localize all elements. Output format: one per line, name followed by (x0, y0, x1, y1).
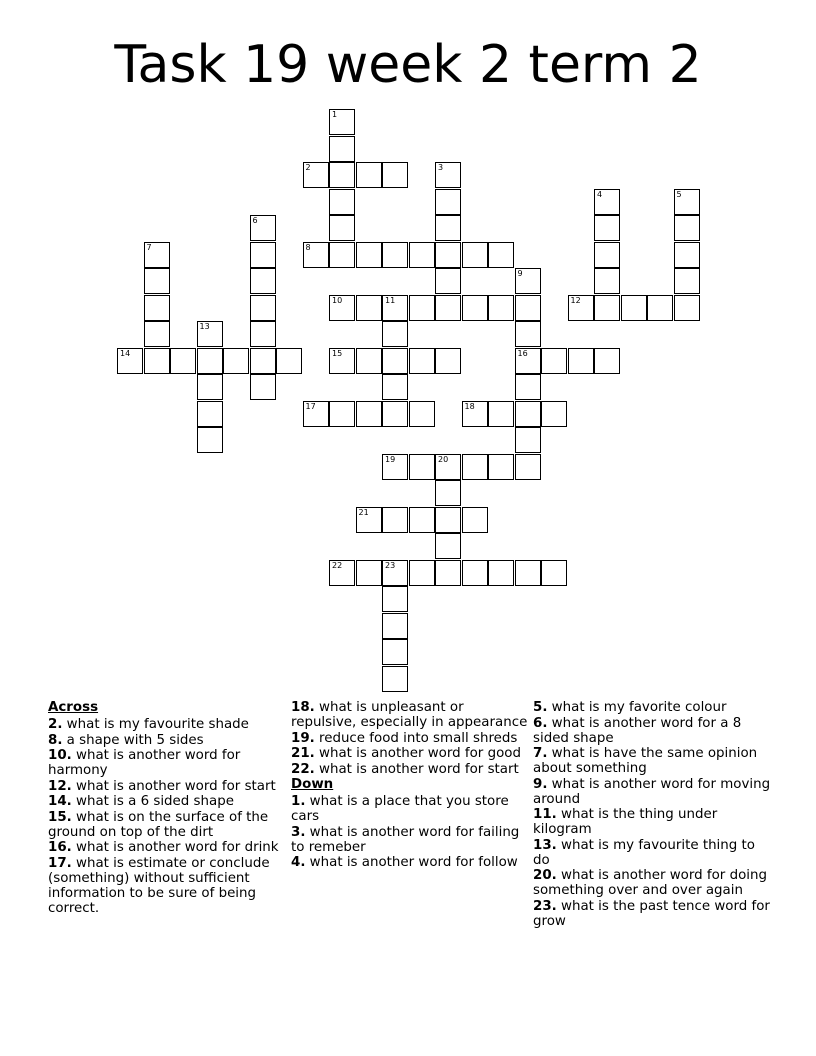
cell-number: 22 (332, 560, 343, 570)
grid-cell[interactable] (515, 348, 541, 374)
cell-number: 19 (385, 454, 396, 464)
grid-cell[interactable] (488, 560, 514, 586)
grid-cell[interactable] (621, 295, 647, 321)
grid-cell[interactable] (674, 189, 700, 215)
grid-cell[interactable] (435, 507, 461, 533)
grid-cell[interactable] (515, 321, 541, 347)
across-clue (48, 748, 288, 778)
down-clue (533, 838, 773, 868)
across-clue (48, 733, 288, 748)
across-clue (48, 840, 288, 855)
grid-cell[interactable] (197, 348, 223, 374)
grid-cell[interactable] (356, 348, 382, 374)
clue-text: what is another word for start (319, 761, 519, 777)
cell-number: 12 (570, 295, 581, 305)
cell-number: 11 (385, 295, 396, 305)
grid-cell[interactable] (488, 401, 514, 427)
grid-cell[interactable] (409, 348, 435, 374)
grid-cell[interactable] (488, 454, 514, 480)
clue-text: what is another word for start (76, 778, 276, 794)
grid-cell[interactable] (356, 507, 382, 533)
grid-cell[interactable] (356, 401, 382, 427)
down-clue (291, 794, 531, 824)
across-clue (48, 717, 288, 732)
grid-cell[interactable] (568, 348, 594, 374)
down-clue (533, 807, 773, 837)
clue-text: what is my favorite colour (551, 700, 727, 715)
grid-cell[interactable] (144, 348, 170, 374)
grid-cell[interactable] (515, 268, 541, 294)
grid-cell[interactable] (329, 162, 355, 188)
clue-number: 21. (291, 746, 315, 761)
across-clue (48, 856, 288, 916)
clue-column-1 (48, 700, 288, 916)
grid-cell[interactable] (329, 348, 355, 374)
clue-text: what is another word for doing something over and over again (533, 868, 767, 898)
grid-cell[interactable] (223, 348, 249, 374)
clue-number: 15. (48, 809, 72, 825)
grid-cell[interactable] (435, 162, 461, 188)
clue-number: 8. (48, 732, 63, 748)
clue-number: 10. (48, 748, 72, 763)
grid-cell[interactable] (382, 639, 408, 665)
grid-cell[interactable] (329, 215, 355, 241)
cell-number: 15 (332, 348, 343, 358)
grid-cell[interactable] (144, 295, 170, 321)
clue-text: what is have the same opinion about something (533, 746, 758, 776)
grid-cell[interactable] (462, 242, 488, 268)
grid-cell[interactable] (594, 295, 620, 321)
clue-text: what is another word for harmony (48, 748, 241, 778)
clue-number: 3. (291, 824, 306, 840)
across-clue (291, 731, 531, 746)
across-clue (291, 746, 531, 761)
grid-cell[interactable] (515, 427, 541, 453)
clue-number: 13. (533, 837, 557, 853)
grid-cell[interactable] (462, 560, 488, 586)
down-clue (291, 825, 531, 855)
cell-number: 20 (438, 454, 449, 464)
grid-cell[interactable] (435, 189, 461, 215)
grid-cell[interactable] (488, 295, 514, 321)
clue-number: 6. (533, 715, 548, 731)
across-clue (48, 810, 288, 840)
grid-cell[interactable] (515, 401, 541, 427)
clue-number: 4. (291, 855, 306, 870)
grid-cell[interactable] (647, 295, 673, 321)
clue-number: 14. (48, 794, 72, 809)
grid-cell[interactable] (382, 162, 408, 188)
cell-number: 21 (358, 507, 369, 517)
grid-cell[interactable] (250, 242, 276, 268)
clue-text: what is another word for drink (76, 840, 279, 855)
grid-cell[interactable] (409, 507, 435, 533)
grid-cell[interactable] (382, 401, 408, 427)
grid-cell[interactable] (382, 295, 408, 321)
grid-cell[interactable] (594, 268, 620, 294)
grid-cell[interactable] (515, 454, 541, 480)
clue-number: 9. (533, 776, 548, 792)
cell-number: 4 (597, 189, 603, 199)
grid-cell[interactable] (382, 586, 408, 612)
grid-cell[interactable] (515, 374, 541, 400)
clue-text: what is my favourite thing to do (533, 837, 755, 868)
clue-number: 12. (48, 778, 72, 794)
across-clue (48, 779, 288, 794)
clue-column-3 (533, 700, 773, 929)
cell-number: 17 (305, 401, 316, 411)
grid-cell[interactable] (276, 348, 302, 374)
grid-cell[interactable] (435, 348, 461, 374)
grid-cell[interactable] (435, 560, 461, 586)
clue-text: what is the past tence word for grow (533, 898, 770, 929)
grid-cell[interactable] (197, 374, 223, 400)
clue-text: what is another word for moving around (533, 776, 771, 807)
grid-cell[interactable] (515, 295, 541, 321)
clue-text: what is another word for a 8 sided shape (533, 715, 742, 746)
down-clue (533, 716, 773, 746)
grid-cell[interactable] (594, 242, 620, 268)
clue-column-2 (291, 700, 531, 871)
clue-number: 1. (291, 794, 306, 809)
grid-cell[interactable] (515, 560, 541, 586)
grid-cell[interactable] (568, 295, 594, 321)
grid-cell[interactable] (329, 136, 355, 162)
cell-number: 1 (332, 110, 338, 119)
grid-cell[interactable] (329, 401, 355, 427)
clue-text: what is another word for follow (309, 855, 518, 870)
grid-cell[interactable] (144, 268, 170, 294)
clue-number: 20. (533, 868, 557, 883)
clue-text: what is another word for good (319, 746, 521, 761)
clue-text: what is a 6 sided shape (76, 794, 234, 809)
grid-cell[interactable] (382, 613, 408, 639)
grid-cell[interactable] (409, 401, 435, 427)
grid-cell[interactable] (303, 162, 329, 188)
grid-cell[interactable] (382, 242, 408, 268)
cell-number: 13 (199, 322, 210, 331)
grid-cell[interactable] (303, 401, 329, 427)
clue-text: what is the thing under kilogram (533, 807, 718, 837)
grid-cell[interactable] (409, 295, 435, 321)
grid-cell[interactable] (250, 295, 276, 321)
across-heading: Across (48, 700, 99, 715)
grid-cell[interactable] (250, 374, 276, 400)
grid-cell[interactable] (356, 295, 382, 321)
grid-cell[interactable] (594, 348, 620, 374)
grid-cell[interactable] (356, 162, 382, 188)
grid-cell[interactable] (409, 560, 435, 586)
clue-text: what is my favourite shade (66, 717, 249, 732)
clue-number: 16. (48, 840, 72, 855)
cell-number: 8 (305, 242, 311, 252)
grid-cell[interactable] (303, 242, 329, 268)
grid-cell[interactable] (250, 268, 276, 294)
grid-cell[interactable] (197, 321, 223, 347)
grid-cell[interactable] (674, 295, 700, 321)
grid-cell[interactable] (674, 215, 700, 241)
grid-cell[interactable] (674, 268, 700, 294)
grid-cell[interactable] (382, 348, 408, 374)
clue-text: what is another word for failing to remeber (291, 824, 520, 855)
cell-number: 9 (517, 269, 523, 278)
cell-number: 7 (146, 242, 152, 252)
grid-cell[interactable] (541, 560, 567, 586)
grid-cell[interactable] (435, 454, 461, 480)
grid-cell[interactable] (435, 533, 461, 559)
across-clue (48, 794, 288, 809)
clue-number: 2. (48, 717, 63, 732)
grid-cell[interactable] (462, 507, 488, 533)
cell-number: 5 (676, 189, 682, 199)
cell-number: 2 (305, 163, 311, 172)
grid-cell[interactable] (382, 321, 408, 347)
clue-text: what is unpleasant or repulsive, especially in appearance (291, 700, 528, 730)
grid-cell[interactable] (197, 427, 223, 453)
grid-cell[interactable] (435, 480, 461, 506)
grid-cell[interactable] (541, 401, 567, 427)
grid-cell[interactable] (329, 242, 355, 268)
grid-cell[interactable] (594, 189, 620, 215)
clue-number: 11. (533, 807, 557, 822)
across-clue (291, 762, 531, 777)
grid-cell[interactable] (250, 215, 276, 241)
clue-text: what is estimate or conclude (something) without sufficient information to be sure of being correct. (48, 855, 270, 916)
grid-cell[interactable] (144, 321, 170, 347)
cell-number: 6 (252, 216, 258, 225)
down-clue (533, 746, 773, 776)
down-clue (533, 700, 773, 715)
cell-number: 23 (385, 560, 396, 570)
grid-cell[interactable] (329, 560, 355, 586)
down-clue (533, 899, 773, 929)
cell-number: 3 (438, 163, 444, 172)
grid-cell[interactable] (382, 560, 408, 586)
clue-text: reduce food into small shreds (319, 730, 518, 746)
grid-cell[interactable] (435, 242, 461, 268)
grid-cell[interactable] (382, 374, 408, 400)
cell-number: 16 (517, 348, 528, 358)
grid-cell[interactable] (356, 560, 382, 586)
down-heading: Down (291, 777, 334, 792)
grid-cell[interactable] (462, 295, 488, 321)
down-clue (533, 777, 773, 807)
grid-cell[interactable] (382, 666, 408, 692)
clue-number: 18. (291, 700, 315, 715)
grid-cell[interactable] (409, 454, 435, 480)
grid-cell[interactable] (435, 215, 461, 241)
grid-cell[interactable] (594, 215, 620, 241)
grid-cell[interactable] (382, 507, 408, 533)
across-clue (291, 700, 531, 730)
grid-cell[interactable] (462, 454, 488, 480)
grid-cell[interactable] (488, 242, 514, 268)
grid-cell[interactable] (197, 401, 223, 427)
grid-cell[interactable] (250, 321, 276, 347)
clue-text: a shape with 5 sides (66, 732, 204, 748)
grid-cell[interactable] (409, 242, 435, 268)
grid-cell[interactable] (382, 454, 408, 480)
grid-cell[interactable] (462, 401, 488, 427)
grid-cell[interactable] (541, 348, 567, 374)
cell-number: 10 (332, 295, 343, 305)
down-clue (533, 868, 773, 898)
grid-cell[interactable] (329, 295, 355, 321)
page-title: Task 19 week 2 term 2 (114, 35, 702, 95)
clue-text: what is a place that you store cars (291, 794, 509, 824)
grid-cell[interactable] (356, 242, 382, 268)
grid-cell[interactable] (170, 348, 196, 374)
grid-cell[interactable] (117, 348, 143, 374)
grid-cell[interactable] (435, 295, 461, 321)
clue-number: 17. (48, 855, 72, 871)
cell-number: 14 (120, 348, 131, 358)
cell-number: 18 (464, 401, 475, 411)
grid-cell[interactable] (144, 242, 170, 268)
clue-text: what is on the surface of the ground on top of the dirt (48, 809, 269, 840)
down-clue (291, 855, 531, 870)
clue-number: 23. (533, 898, 557, 914)
clue-number: 19. (291, 730, 315, 746)
clue-number: 5. (533, 700, 548, 715)
grid-cell[interactable] (674, 242, 700, 268)
grid-cell[interactable] (329, 189, 355, 215)
grid-cell[interactable] (435, 268, 461, 294)
grid-cell[interactable] (250, 348, 276, 374)
clue-number: 22. (291, 761, 315, 777)
grid-cell[interactable] (329, 109, 355, 135)
clue-number: 7. (533, 746, 548, 761)
